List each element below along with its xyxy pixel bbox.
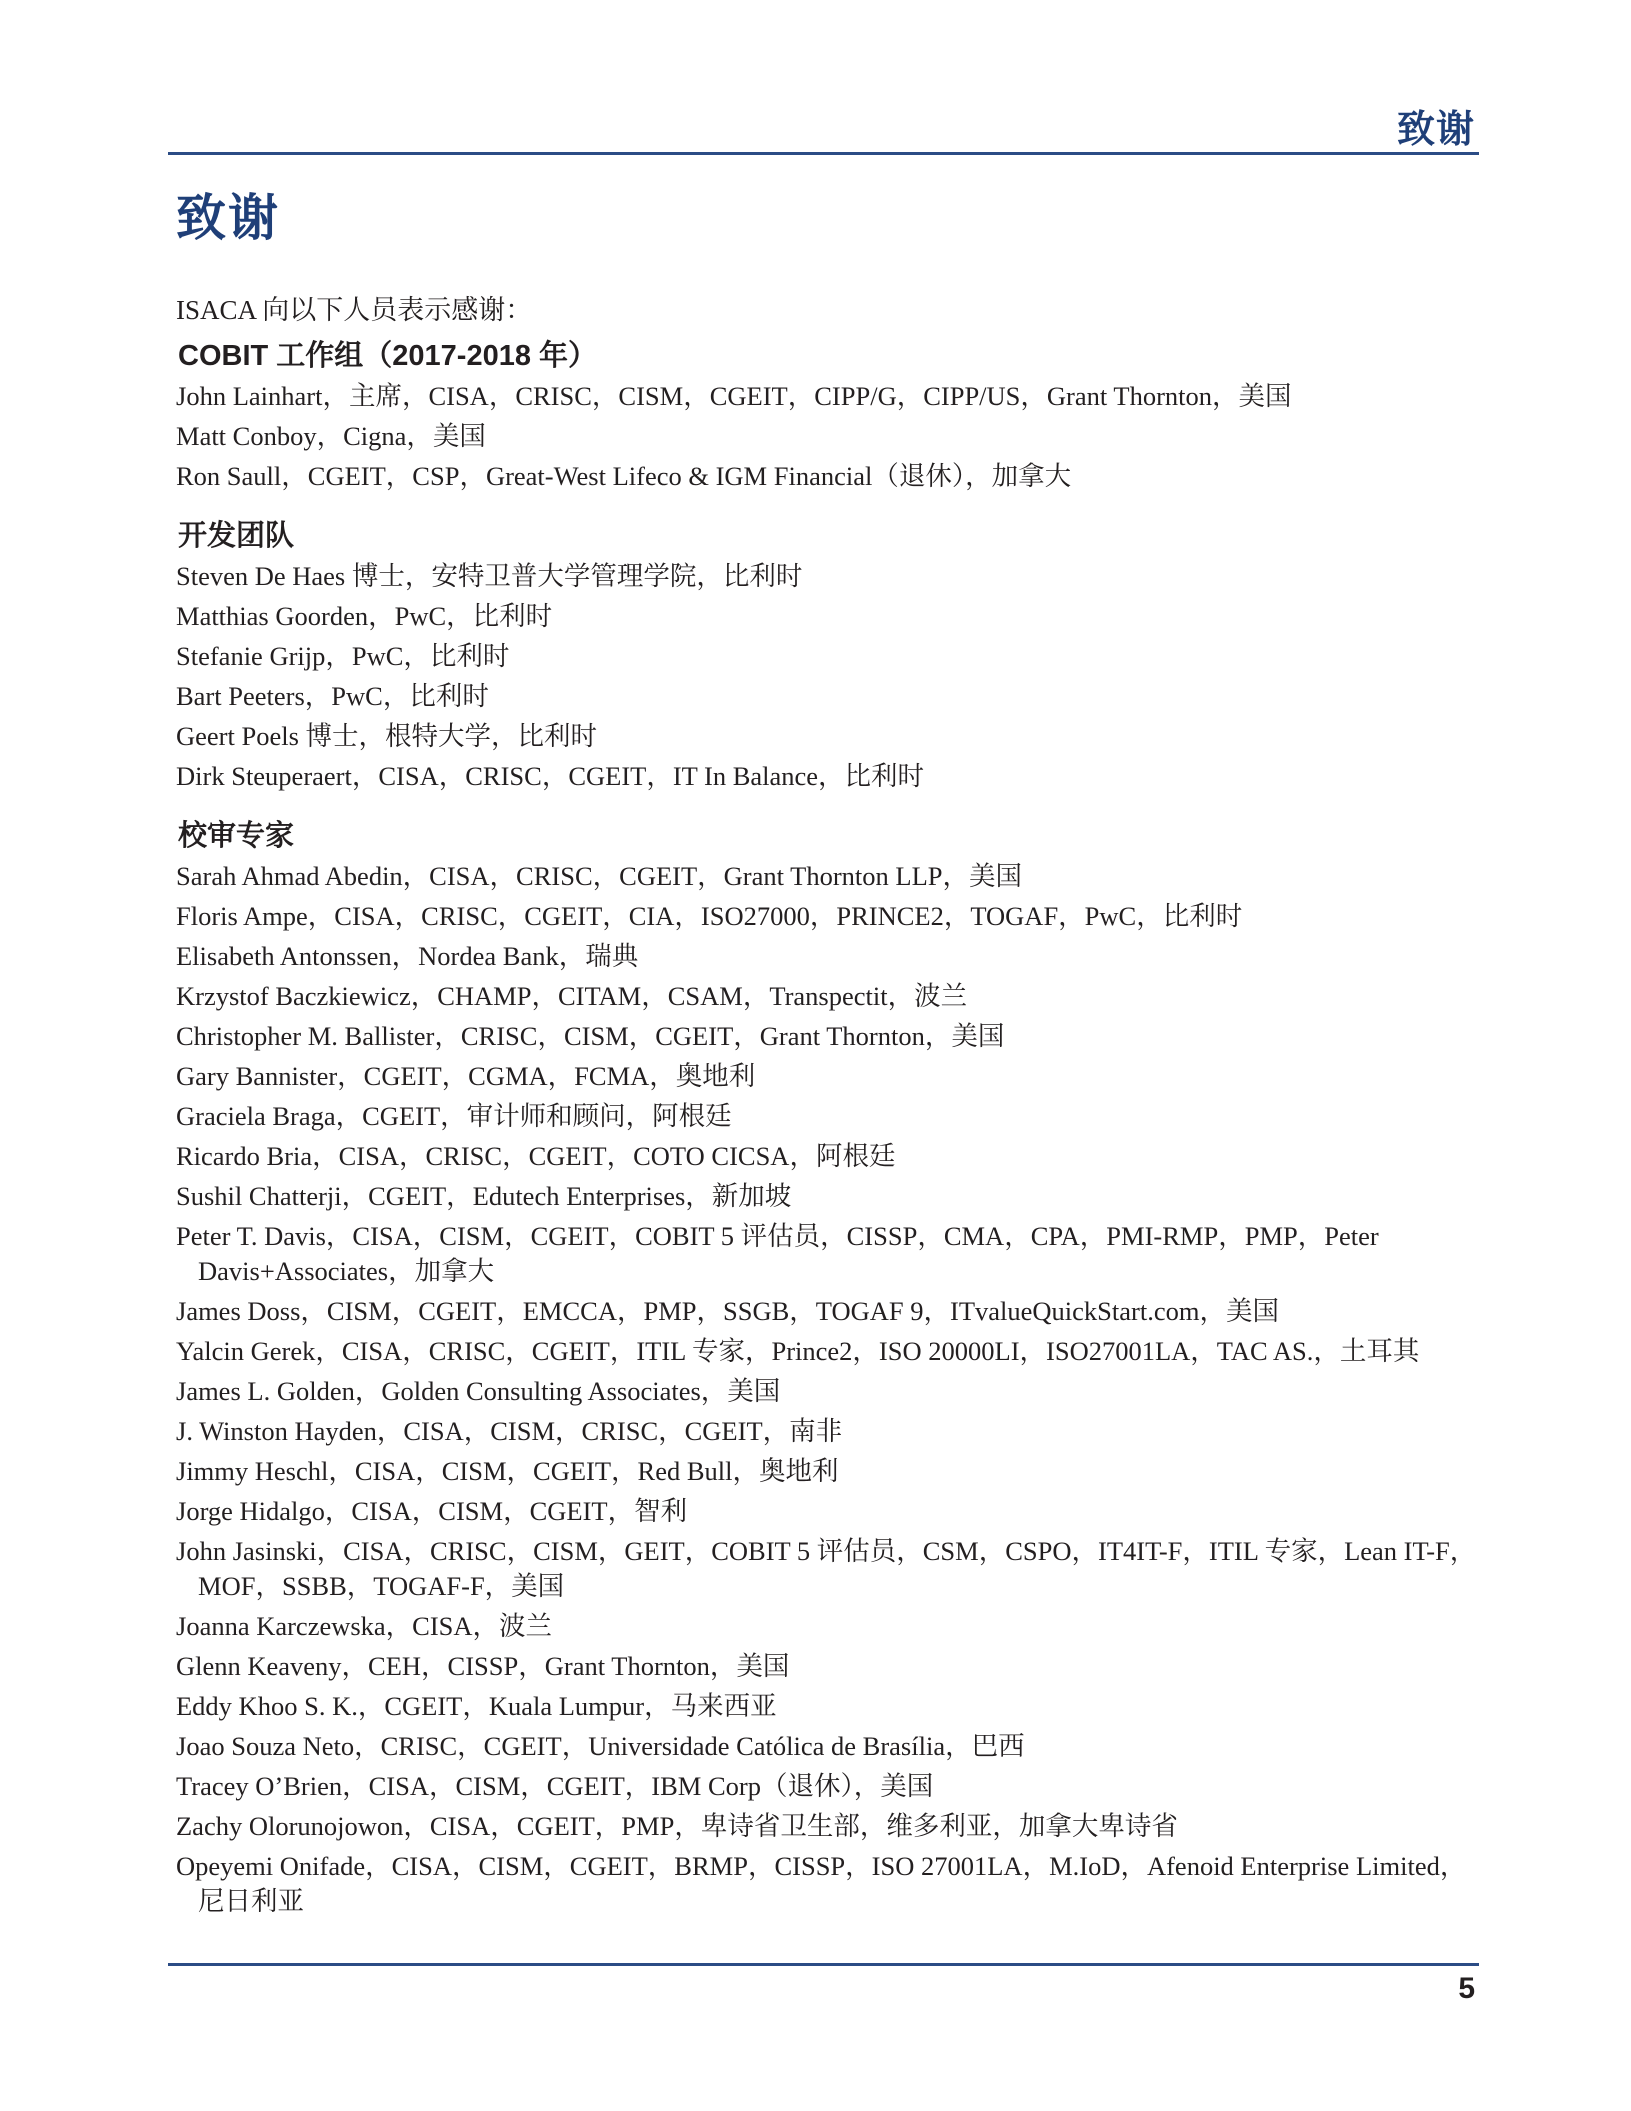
contributor-entry: J. Winston Hayden，CISA，CISM，CRISC，CGEIT，南非 (176, 1416, 843, 1446)
contributor-list (176, 556, 1486, 796)
contributor-entry: Matthias Goorden，PwC，比利时 (176, 601, 553, 631)
contributor-entry: Matt Conboy，Cigna，美国 (176, 421, 486, 451)
contributor-entry: Dirk Steuperaert，CISA，CRISC，CGEIT，IT In Balance，比利时 (176, 761, 925, 791)
running-header-title: 致谢 (1396, 109, 1475, 151)
contributor-list (176, 376, 1486, 496)
contributor-entry: Christopher M. Ballister，CRISC，CISM，CGEIT，Grant Thornton，美国 (176, 1021, 1005, 1051)
contributor-entry: Tracey O’Brien，CISA，CISM，CGEIT，IBM Corp（退休），美国 (176, 1771, 934, 1801)
section-heading: 校审专家 (178, 820, 295, 852)
contributor-entry: Peter T. Davis，CISA，CISM，CGEIT，COBIT 5 评估员，CISSP，CMA，CPA，PMI-RMP，PMP，Peter Davis+Associates，加拿大 (176, 1221, 1379, 1286)
contributor-entry: Stefanie Grijp，PwC，比利时 (176, 641, 510, 671)
contributor-entry: John Lainhart，主席，CISA，CRISC，CISM，CGEIT，CIPP/G，CIPP/US，Grant Thornton，美国 (176, 381, 1292, 411)
contributor-entry: Sarah Ahmad Abedin，CISA，CRISC，CGEIT，Grant Thornton LLP，美国 (176, 861, 1023, 891)
contributor-entry: Gary Bannister，CGEIT，CGMA，FCMA，奥地利 (176, 1061, 756, 1091)
header-rule (168, 152, 1479, 155)
page-title: 致谢 (176, 190, 280, 246)
contributor-list (176, 856, 1486, 1921)
contributor-entry: Steven De Haes 博士，安特卫普大学管理学院，比利时 (176, 561, 803, 591)
contributor-entry: Joao Souza Neto，CRISC，CGEIT，Universidade Católica de Brasília，巴西 (176, 1731, 1025, 1761)
contributor-entry: Krzystof Baczkiewicz，CHAMP，CITAM，CSAM，Transpectit，波兰 (176, 981, 968, 1011)
contributor-entry: Geert Poels 博士，根特大学，比利时 (176, 721, 598, 751)
contributor-entry: Glenn Keaveny，CEH，CISSP，Grant Thornton，美国 (176, 1651, 790, 1681)
section-heading: COBIT 工作组（2017-2018 年） (178, 340, 598, 372)
contributor-entry: Sushil Chatterji，CGEIT，Edutech Enterprises，新加坡 (176, 1181, 792, 1211)
contributor-entry: Jorge Hidalgo，CISA，CISM，CGEIT，智利 (176, 1496, 688, 1526)
contributor-entry: James L. Golden，Golden Consulting Associates，美国 (176, 1376, 781, 1406)
contributor-entry: Floris Ampe，CISA，CRISC，CGEIT，CIA，ISO27000，PRINCE2，TOGAF，PwC，比利时 (176, 901, 1243, 931)
contributor-entry: Joanna Karczewska，CISA，波兰 (176, 1611, 553, 1641)
contributor-entry: Graciela Braga，CGEIT，审计师和顾问，阿根廷 (176, 1101, 732, 1131)
section-heading: 开发团队 (178, 520, 295, 552)
section-development-team (176, 516, 1486, 796)
section-cobit-working-group (176, 336, 1486, 496)
page-number: 5 (1458, 1972, 1475, 2005)
contributor-entry: John Jasinski，CISA，CRISC，CISM，GEIT，COBIT 5 评估员，CSM，CSPO，IT4IT-F，ITIL 专家，Lean IT-F，MOF，SSBB，TOGAF-F，美国 (176, 1536, 1477, 1601)
contributor-entry: James Doss，CISM，CGEIT，EMCCA，PMP，SSGB，TOGAF 9，ITvalueQuickStart.com，美国 (176, 1296, 1279, 1326)
section-expert-reviewers (176, 816, 1486, 1921)
contributor-entry: Yalcin Gerek，CISA，CRISC，CGEIT，ITIL 专家，Prince2，ISO 20000LI，ISO27001LA，TAC AS.，土耳其 (176, 1336, 1420, 1366)
footer-rule (168, 1963, 1479, 1966)
contributor-entry: Opeyemi Onifade，CISA，CISM，CGEIT，BRMP，CISSP，ISO 27001LA，M.IoD，Afenoid Enterprise Limited，尼日利亚 (176, 1851, 1467, 1916)
intro-text: ISACA 向以下人员表示感谢： (176, 295, 533, 325)
contributor-entry: Ricardo Bria，CISA，CRISC，CGEIT，COTO CICSA，阿根廷 (176, 1141, 896, 1171)
contributor-entry: Jimmy Heschl，CISA，CISM，CGEIT，Red Bull，奥地利 (176, 1456, 839, 1486)
contributor-entry: Bart Peeters，PwC，比利时 (176, 681, 489, 711)
contributor-entry: Zachy Olorunojowon，CISA，CGEIT，PMP，卑诗省卫生部，维多利亚，加拿大卑诗省 (176, 1811, 1178, 1841)
contributor-entry: Elisabeth Antonssen，Nordea Bank，瑞典 (176, 941, 639, 971)
contributor-entry: Ron Saull，CGEIT，CSP，Great-West Lifeco & IGM Financial（退休），加拿大 (176, 461, 1072, 491)
contributor-entry: Eddy Khoo S. K.，CGEIT，Kuala Lumpur，马来西亚 (176, 1691, 777, 1721)
acknowledgements-body (176, 290, 1486, 1941)
